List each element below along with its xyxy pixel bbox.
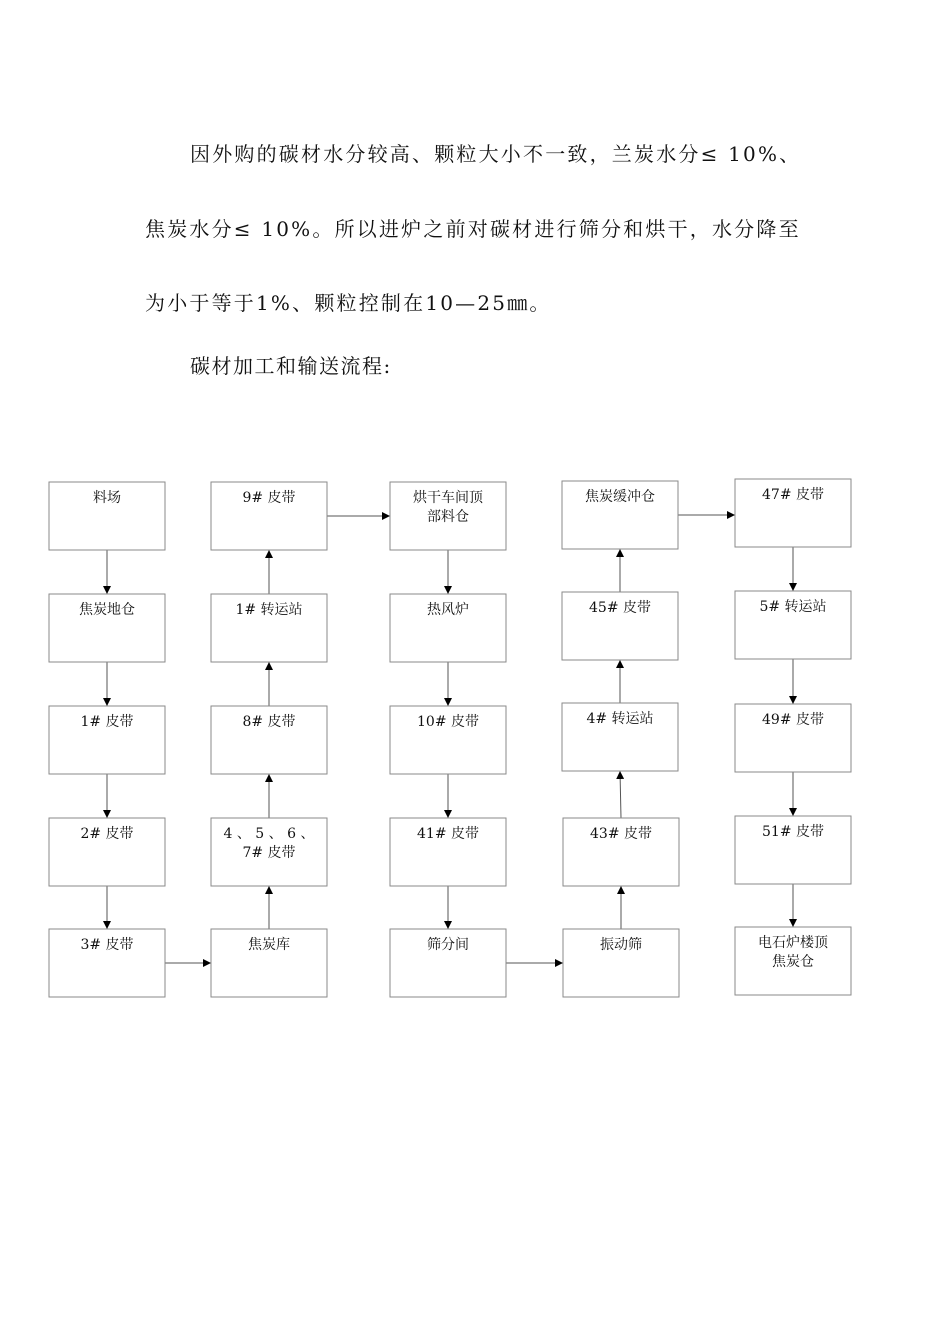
paragraph-line-3: 为小于等于1%、颗粒控制在10—25㎜。 [145, 291, 552, 315]
flow-node-huanchongcang [562, 481, 678, 549]
flow-node-label: 焦炭仓 [772, 954, 814, 970]
flow-node-label: 7# 皮带 [242, 845, 296, 861]
flow-node-jiaotanku [211, 929, 327, 997]
flow-node-liaochang [49, 482, 165, 550]
flow-node-belt-4567 [211, 818, 327, 886]
flow-node-belt-8 [211, 706, 327, 774]
flow-node-shaifenjian [390, 929, 506, 997]
flow-node-label: 烘干车间顶 [413, 490, 483, 506]
flow-node-station-5 [735, 591, 851, 659]
flow-node-belt-3 [49, 929, 165, 997]
flow-node-label: 43# 皮带 [590, 826, 652, 842]
flow-node-belt-43 [563, 818, 679, 886]
flow-node-label: 8# 皮带 [242, 714, 296, 730]
flow-node-label: 47# 皮带 [762, 487, 824, 503]
flow-node-label: 4# 转运站 [586, 711, 654, 727]
flow-node-label: 料场 [93, 490, 121, 506]
flow-node-station-1 [211, 594, 327, 662]
flow-node-label: 部料仓 [427, 509, 469, 525]
flow-node-label: 2# 皮带 [80, 826, 134, 842]
flow-node-label: 1# 转运站 [235, 602, 303, 618]
flow-node-belt-1 [49, 706, 165, 774]
flow-node-label: 51# 皮带 [762, 824, 824, 840]
flow-node-station-4 [562, 703, 678, 771]
flow-node-belt-2 [49, 818, 165, 886]
flow-node-label: 9# 皮带 [242, 490, 296, 506]
flow-node-belt-9 [211, 482, 327, 550]
flow-node-label: 5# 转运站 [759, 599, 827, 615]
flow-node-belt-47 [735, 479, 851, 547]
flow-node-hongan-cang [390, 482, 506, 550]
flow-node-label: 振动筛 [600, 937, 642, 953]
flow-node-belt-10 [390, 706, 506, 774]
flow-node-label: 3# 皮带 [80, 937, 134, 953]
flow-node-label: 筛分间 [427, 937, 469, 953]
flow-node-label: 热风炉 [427, 602, 469, 618]
paragraph-line-1: 因外购的碳材水分较高、颗粒大小不一致，兰炭水分≤ 10%、 [190, 142, 802, 166]
flow-boxes [49, 479, 851, 997]
flow-heading: 碳材加工和输送流程: [190, 354, 392, 378]
flow-node-label: 焦炭库 [248, 937, 290, 953]
flow-node-belt-49 [735, 704, 851, 772]
flow-node-label: 焦炭地仓 [79, 602, 135, 618]
flow-node-belt-41 [390, 818, 506, 886]
flow-node-label: 10# 皮带 [417, 714, 479, 730]
flow-node-zhendongshai [563, 929, 679, 997]
flow-node-label: 49# 皮带 [762, 712, 824, 728]
flow-node-belt-45 [562, 592, 678, 660]
flow-node-refenglu [390, 594, 506, 662]
flow-node-label: 4 、 5 、 6 、 [223, 826, 315, 842]
flow-node-label: 45# 皮带 [589, 600, 651, 616]
flow-node-belt-51 [735, 816, 851, 884]
flow-node-dianshilu-cang [735, 927, 851, 995]
flow-node-label: 41# 皮带 [417, 826, 479, 842]
flow-arrow-belt-43-to-station-4 [620, 771, 621, 818]
flow-node-jiaotan-dicang [49, 594, 165, 662]
paragraph-line-2: 焦炭水分≤ 10%。所以进炉之前对碳材进行筛分和烘干，水分降至 [145, 217, 801, 241]
flow-node-label: 电石炉楼顶 [758, 935, 828, 951]
flow-node-label: 焦炭缓冲仓 [585, 489, 655, 505]
flow-node-label: 1# 皮带 [80, 714, 134, 730]
